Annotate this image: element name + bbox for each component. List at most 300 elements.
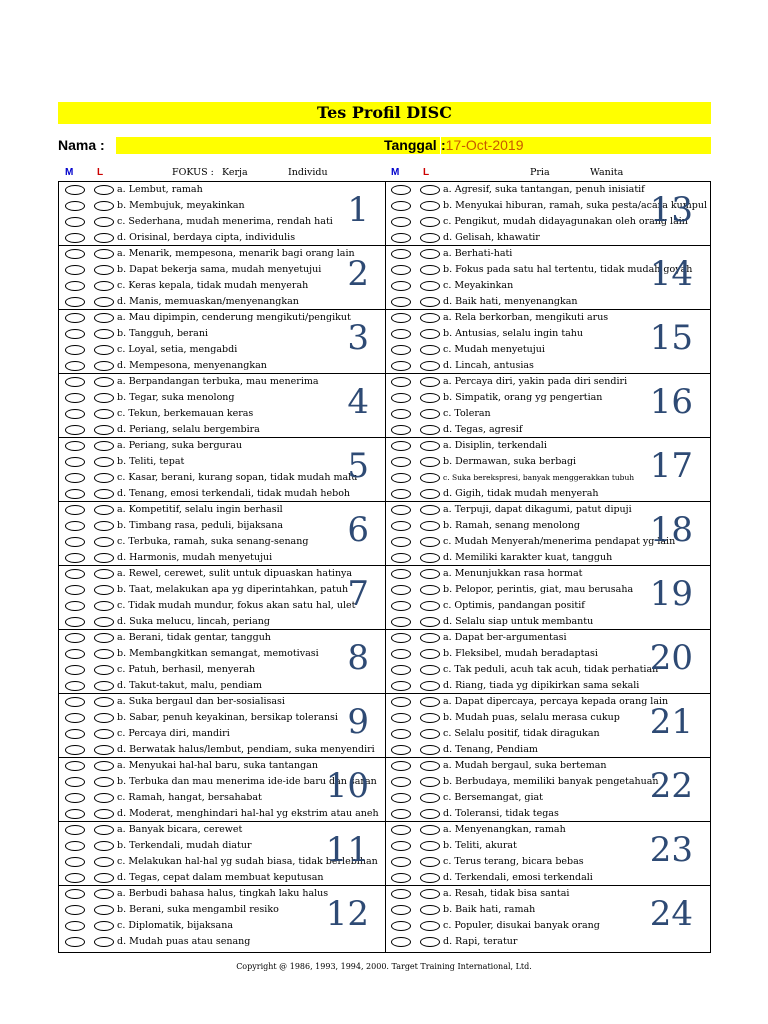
least-radio[interactable] [94,553,114,563]
least-radio[interactable] [420,441,440,451]
option-row [59,422,385,438]
least-radio[interactable] [94,697,114,707]
question-number: 24 [649,894,693,934]
most-radio[interactable] [65,681,85,691]
page-title: Tes Profil DISC [58,102,711,124]
most-radio[interactable] [65,393,85,403]
most-radio[interactable] [65,889,85,899]
option-row [59,518,385,534]
option-text: c. Populer, disukai banyak orang [443,920,600,931]
least-radio[interactable] [420,617,440,627]
least-radio[interactable] [420,601,440,611]
least-radio[interactable] [420,825,440,835]
option-text: d. Memiliki karakter kuat, tangguh [443,552,613,563]
least-radio[interactable] [420,217,440,227]
most-radio[interactable] [391,377,411,387]
least-radio[interactable] [94,937,114,947]
least-radio[interactable] [420,361,440,371]
option-row [59,182,385,198]
option-text: c. Suka berekspresi, banyak menggerakkan tubuh [443,473,635,482]
most-radio[interactable] [65,249,85,259]
most-radio[interactable] [65,921,85,931]
question-group [385,694,711,758]
least-radio[interactable] [420,793,440,803]
question-number: 6 [347,510,369,550]
least-radio[interactable] [94,473,114,483]
least-radio[interactable] [94,809,114,819]
least-radio[interactable] [94,841,114,851]
least-radio[interactable] [94,505,114,515]
most-radio[interactable] [391,825,411,835]
most-radio[interactable] [391,729,411,739]
option-text: b. Antusias, selalu ingin tahu [443,328,584,339]
least-radio[interactable] [420,249,440,259]
option-text: b. Taat, melakukan apa yg diperintahkan, patuh [117,584,349,595]
least-radio[interactable] [94,569,114,579]
most-radio[interactable] [391,505,411,515]
most-radio[interactable] [65,793,85,803]
option-text: a. Percaya diri, yakin pada diri sendiri [443,376,628,387]
option-row [59,438,385,454]
most-radio[interactable] [65,937,85,947]
least-radio[interactable] [94,297,114,307]
least-radio[interactable] [94,521,114,531]
most-radio[interactable] [391,617,411,627]
least-radio[interactable] [420,185,440,195]
least-radio[interactable] [94,393,114,403]
option-text: c. Terbuka, ramah, suka senang-senang [117,536,309,547]
most-radio[interactable] [65,537,85,547]
least-radio[interactable] [420,265,440,275]
question-group [59,182,385,246]
question-number: 22 [649,766,693,806]
most-radio[interactable] [391,777,411,787]
option-row [59,454,385,470]
most-radio[interactable] [391,633,411,643]
option-text: a. Berbudi bahasa halus, tingkah laku halus [117,888,329,899]
most-radio[interactable] [391,921,411,931]
most-radio[interactable] [391,489,411,499]
least-radio[interactable] [420,665,440,675]
option-row [59,806,385,822]
most-radio[interactable] [391,409,411,419]
question-number: 3 [347,318,369,358]
least-radio[interactable] [94,345,114,355]
least-radio[interactable] [94,281,114,291]
most-radio[interactable] [391,713,411,723]
option-text: a. Mau dipimpin, cenderung mengikuti/pengikut [117,312,351,323]
option-row [59,326,385,342]
least-radio[interactable] [94,681,114,691]
most-radio[interactable] [391,249,411,259]
least-radio[interactable] [420,841,440,851]
most-radio[interactable] [65,345,85,355]
least-radio[interactable] [94,457,114,467]
option-row [59,550,385,566]
header-individu: Individu [288,167,328,178]
most-radio[interactable] [391,425,411,435]
option-text: d. Tenang, emosi terkendali, tidak mudah heboh [117,488,351,499]
least-radio[interactable] [420,713,440,723]
most-radio[interactable] [65,617,85,627]
option-text: b. Berani, suka mengambil resiko [117,904,279,915]
most-radio[interactable] [391,297,411,307]
most-radio[interactable] [65,825,85,835]
most-radio[interactable] [65,841,85,851]
least-radio[interactable] [94,745,114,755]
question-number: 4 [347,382,369,422]
least-radio[interactable] [420,697,440,707]
most-radio[interactable] [65,281,85,291]
option-text: b. Berbudaya, memiliki banyak pengetahuan [443,776,659,787]
most-radio[interactable] [391,457,411,467]
least-radio[interactable] [94,585,114,595]
least-radio[interactable] [420,537,440,547]
header-l-right: L [423,167,430,178]
most-radio[interactable] [65,409,85,419]
most-radio[interactable] [65,585,85,595]
least-radio[interactable] [420,777,440,787]
option-text: a. Berhati-hati [443,248,513,259]
option-text: c. Toleran [443,408,491,419]
least-radio[interactable] [420,553,440,563]
option-text: b. Fleksibel, mudah beradaptasi [443,648,598,659]
tanggal-colon: : [441,137,446,153]
least-radio[interactable] [94,601,114,611]
most-radio[interactable] [65,601,85,611]
option-text: c. Kasar, berani, kurang sopan, tidak mudah malu [117,472,358,483]
least-radio[interactable] [420,681,440,691]
most-radio[interactable] [391,809,411,819]
least-radio[interactable] [94,825,114,835]
least-radio[interactable] [420,905,440,915]
most-radio[interactable] [391,681,411,691]
option-row [59,726,385,742]
most-radio[interactable] [391,601,411,611]
least-radio[interactable] [420,489,440,499]
least-radio[interactable] [94,793,114,803]
most-radio[interactable] [65,441,85,451]
most-radio[interactable] [65,361,85,371]
least-radio[interactable] [94,217,114,227]
option-text: d. Tegas, cepat dalam membuat keputusan [117,872,324,883]
option-text: a. Berani, tidak gentar, tangguh [117,632,271,643]
option-text: c. Sederhana, mudah menerima, rendah hati [117,216,333,227]
least-radio[interactable] [420,809,440,819]
option-row [59,694,385,710]
most-radio[interactable] [65,313,85,323]
least-radio[interactable] [94,249,114,259]
question-number: 18 [649,510,693,550]
most-radio[interactable] [65,809,85,819]
option-text: a. Menyukai hal-hal baru, suka tantangan [117,760,318,771]
question-group [59,502,385,566]
least-radio[interactable] [94,201,114,211]
option-text: c. Mudah menyetujui [443,344,545,355]
least-radio[interactable] [94,713,114,723]
question-group [385,886,711,952]
least-radio[interactable] [420,649,440,659]
least-radio[interactable] [420,313,440,323]
least-radio[interactable] [94,665,114,675]
most-radio[interactable] [65,377,85,387]
most-radio[interactable] [65,473,85,483]
most-radio[interactable] [65,569,85,579]
option-text: d. Terkendali, emosi terkendali [443,872,593,883]
option-row [59,214,385,230]
most-radio[interactable] [391,473,411,483]
most-radio[interactable] [391,585,411,595]
most-radio[interactable] [391,937,411,947]
left-column [59,182,386,952]
option-row [385,678,711,694]
most-radio[interactable] [65,297,85,307]
most-radio[interactable] [65,425,85,435]
question-number: 19 [649,574,693,614]
least-radio[interactable] [420,505,440,515]
least-radio[interactable] [420,857,440,867]
question-number: 2 [347,254,369,294]
most-radio[interactable] [391,393,411,403]
most-radio[interactable] [65,713,85,723]
most-radio[interactable] [391,201,411,211]
most-radio[interactable] [391,649,411,659]
header-l-left: L [97,167,104,178]
option-row [59,566,385,582]
most-radio[interactable] [65,553,85,563]
least-radio[interactable] [420,345,440,355]
most-radio[interactable] [65,649,85,659]
option-row [59,534,385,550]
option-row [59,310,385,326]
least-radio[interactable] [420,761,440,771]
question-group [385,822,711,886]
least-radio[interactable] [420,937,440,947]
option-text: c. Tekun, berkemauan keras [117,408,254,419]
most-radio[interactable] [391,313,411,323]
option-text: a. Kompetitif, selalu ingin berhasil [117,504,283,515]
most-radio[interactable] [391,841,411,851]
least-radio[interactable] [420,377,440,387]
question-number: 20 [649,638,693,678]
most-radio[interactable] [391,569,411,579]
most-radio[interactable] [65,233,85,243]
least-radio[interactable] [420,521,440,531]
least-radio[interactable] [94,441,114,451]
question-number: 16 [649,382,693,422]
option-text: a. Lembut, ramah [117,184,203,195]
least-radio[interactable] [94,537,114,547]
least-radio[interactable] [420,409,440,419]
tanggal-field[interactable] [441,137,711,154]
most-radio[interactable] [65,265,85,275]
least-radio[interactable] [94,857,114,867]
tanggal-value: 17-Oct-2019 [445,137,524,153]
option-text: b. Ramah, senang menolong [443,520,580,531]
option-text: a. Berpandangan terbuka, mau menerima [117,376,319,387]
least-radio[interactable] [420,457,440,467]
option-text: c. Diplomatik, bijaksana [117,920,233,931]
option-text: c. Optimis, pandangan positif [443,600,585,611]
most-radio[interactable] [391,537,411,547]
least-radio[interactable] [94,649,114,659]
least-radio[interactable] [420,585,440,595]
most-radio[interactable] [391,361,411,371]
option-row [385,934,711,950]
most-radio[interactable] [391,905,411,915]
question-group [385,438,711,502]
option-text: d. Riang, tiada yg dipikirkan sama sekali [443,680,640,691]
option-row [385,742,711,758]
least-radio[interactable] [94,729,114,739]
option-text: a. Menunjukkan rasa hormat [443,568,583,579]
question-group [385,374,711,438]
least-radio[interactable] [94,489,114,499]
option-text: b. Menyukai hiburan, ramah, suka pesta/acara kumpul [443,200,707,211]
most-radio[interactable] [65,665,85,675]
option-text: b. Membujuk, meyakinkan [117,200,245,211]
least-radio[interactable] [94,777,114,787]
most-radio[interactable] [391,185,411,195]
least-radio[interactable] [420,569,440,579]
least-radio[interactable] [94,409,114,419]
most-radio[interactable] [65,185,85,195]
option-text: a. Resah, tidak bisa santai [443,888,570,899]
least-radio[interactable] [94,633,114,643]
option-row [59,246,385,262]
least-radio[interactable] [94,889,114,899]
most-radio[interactable] [391,217,411,227]
option-text: d. Baik hati, menyenangkan [443,296,578,307]
option-row [59,406,385,422]
most-radio[interactable] [65,729,85,739]
option-text: c. Patuh, berhasil, menyerah [117,664,256,675]
least-radio[interactable] [420,425,440,435]
most-radio[interactable] [65,521,85,531]
least-radio[interactable] [420,233,440,243]
option-text: a. Menyenangkan, ramah [443,824,566,835]
most-radio[interactable] [391,697,411,707]
option-text: a. Dapat dipercaya, percaya kepada orang lain [443,696,669,707]
most-radio[interactable] [391,889,411,899]
option-text: d. Manis, memuaskan/menyenangkan [117,296,299,307]
most-radio[interactable] [65,505,85,515]
question-number: 14 [649,254,693,294]
most-radio[interactable] [391,873,411,883]
question-number: 11 [325,830,369,870]
least-radio[interactable] [94,617,114,627]
most-radio[interactable] [391,553,411,563]
option-text: d. Suka melucu, lincah, periang [117,616,270,627]
most-radio[interactable] [391,345,411,355]
least-radio[interactable] [420,921,440,931]
option-text: a. Disiplin, terkendali [443,440,547,451]
most-radio[interactable] [391,665,411,675]
least-radio[interactable] [420,473,440,483]
question-number: 7 [347,574,369,614]
least-radio[interactable] [420,281,440,291]
question-group [59,374,385,438]
most-radio[interactable] [391,329,411,339]
question-group [59,438,385,502]
least-radio[interactable] [94,329,114,339]
option-text: d. Gigih, tidak mudah menyerah [443,488,599,499]
least-radio[interactable] [94,233,114,243]
option-row [59,614,385,630]
option-row [59,678,385,694]
most-radio[interactable] [65,745,85,755]
most-radio[interactable] [65,857,85,867]
most-radio[interactable] [391,761,411,771]
option-text: d. Berwatak halus/lembut, pendiam, suka menyendiri [117,744,375,755]
option-row [59,294,385,310]
least-radio[interactable] [94,425,114,435]
most-radio[interactable] [391,281,411,291]
least-radio[interactable] [94,921,114,931]
least-radio[interactable] [420,889,440,899]
least-radio[interactable] [420,201,440,211]
tanggal-label: Tanggal [384,137,437,153]
question-group [59,694,385,758]
most-radio[interactable] [391,745,411,755]
option-row [59,646,385,662]
least-radio[interactable] [420,873,440,883]
least-radio[interactable] [420,393,440,403]
option-text: b. Pelopor, perintis, giat, mau berusaha [443,584,634,595]
least-radio[interactable] [94,377,114,387]
most-radio[interactable] [65,329,85,339]
least-radio[interactable] [420,297,440,307]
most-radio[interactable] [391,857,411,867]
header-fokus: FOKUS : [172,167,214,178]
least-radio[interactable] [94,761,114,771]
most-radio[interactable] [391,793,411,803]
most-radio[interactable] [65,873,85,883]
most-radio[interactable] [65,457,85,467]
least-radio[interactable] [94,185,114,195]
least-radio[interactable] [94,361,114,371]
least-radio[interactable] [94,313,114,323]
most-radio[interactable] [65,633,85,643]
question-number: 1 [347,190,369,230]
most-radio[interactable] [65,697,85,707]
most-radio[interactable] [65,905,85,915]
least-radio[interactable] [420,633,440,643]
option-row [59,662,385,678]
option-text: b. Timbang rasa, peduli, bijaksana [117,520,284,531]
question-group [385,246,711,310]
most-radio[interactable] [65,761,85,771]
least-radio[interactable] [94,905,114,915]
option-row [385,294,711,310]
option-row [59,502,385,518]
most-radio[interactable] [65,489,85,499]
least-radio[interactable] [94,873,114,883]
option-text: c. Ramah, hangat, bersahabat [117,792,262,803]
least-radio[interactable] [420,329,440,339]
least-radio[interactable] [420,745,440,755]
most-radio[interactable] [65,217,85,227]
most-radio[interactable] [391,441,411,451]
most-radio[interactable] [65,201,85,211]
option-text: d. Moderat, menghindari hal-hal yg ekstrim atau aneh [117,808,379,819]
least-radio[interactable] [94,265,114,275]
most-radio[interactable] [391,265,411,275]
least-radio[interactable] [420,729,440,739]
most-radio[interactable] [391,233,411,243]
most-radio[interactable] [391,521,411,531]
most-radio[interactable] [65,777,85,787]
